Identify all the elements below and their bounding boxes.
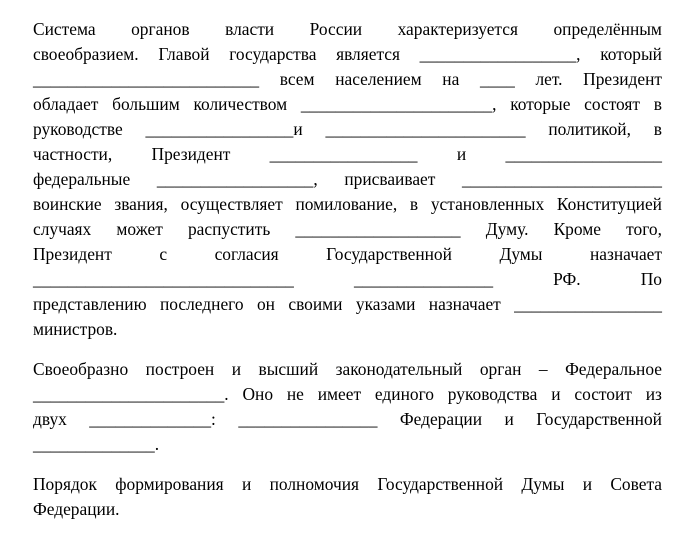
text-line — [33, 407, 662, 431]
text-line — [33, 67, 662, 91]
word: Думы — [499, 244, 543, 264]
text-line — [33, 472, 662, 496]
word: государства — [229, 44, 317, 64]
word: построен — [145, 359, 215, 379]
word: Своеобразно — [33, 359, 129, 379]
word: на — [442, 69, 460, 89]
word: Президент — [151, 144, 231, 164]
fill-in-blank: __________________, — [419, 44, 581, 64]
word: своими — [288, 294, 343, 314]
word: характеризуется — [397, 19, 518, 39]
word: обладает — [33, 94, 99, 114]
fill-in-blank: ________________ — [353, 269, 494, 289]
fill-in-blank: ______________: — [89, 409, 216, 429]
word: полномочия — [269, 474, 360, 494]
word: Думу. — [485, 219, 529, 239]
word: в — [653, 94, 662, 114]
word: с — [159, 244, 168, 264]
word: РФ. — [553, 269, 581, 289]
fill-in-blank: __________________ — [505, 144, 662, 164]
word: Оно — [242, 384, 274, 404]
word: присваивает — [344, 169, 436, 189]
word: того, — [626, 219, 662, 239]
word: и — [241, 474, 252, 494]
word: Федерации. — [33, 499, 120, 519]
word: согласия — [214, 244, 279, 264]
word: которые — [510, 94, 571, 114]
word: количеством — [193, 94, 288, 114]
word: лет. — [535, 69, 563, 89]
text-line — [33, 142, 662, 166]
word: Федерации — [399, 409, 483, 429]
word: По — [640, 269, 662, 289]
word: указами — [355, 294, 416, 314]
word: в — [653, 119, 662, 139]
word: Президент — [583, 69, 662, 89]
word: Государственной — [536, 409, 662, 429]
text-line — [33, 42, 662, 66]
fill-in-blank: ______________________________ — [33, 269, 294, 289]
word: назначает — [428, 294, 501, 314]
word: Кроме — [553, 219, 601, 239]
fill-in-blank: _______________________ — [461, 169, 662, 189]
fill-in-blank: ___________________ — [295, 219, 461, 239]
text-line — [33, 432, 662, 456]
word: Думы — [521, 474, 565, 494]
word: в — [409, 194, 419, 214]
word: и — [582, 474, 593, 494]
text-line — [33, 92, 662, 116]
word: двух — [33, 409, 67, 429]
word: населением — [335, 69, 422, 89]
word: руководства — [447, 384, 538, 404]
word: формирования — [115, 474, 224, 494]
word: большим — [112, 94, 180, 114]
word: из — [645, 384, 662, 404]
word: всем — [279, 69, 315, 89]
fill-in-blank: ______________________, — [300, 94, 497, 114]
word: частности, — [33, 144, 113, 164]
word: и — [456, 144, 467, 164]
word: Главой — [158, 44, 210, 64]
word: – — [538, 359, 548, 379]
fill-in-blank: __________________________ — [33, 69, 260, 89]
word: России — [309, 19, 363, 39]
word: руководстве — [33, 119, 123, 139]
text-line — [33, 167, 662, 191]
word: законодательный — [335, 359, 463, 379]
word: Федеральное — [565, 359, 662, 379]
word: который — [600, 44, 662, 64]
word: назначает — [589, 244, 662, 264]
word: министров. — [33, 319, 118, 339]
text-line — [33, 192, 662, 216]
text-line — [33, 17, 662, 41]
word: является — [336, 44, 400, 64]
word: органов — [131, 19, 190, 39]
text-line — [33, 497, 662, 521]
word: Совета — [610, 474, 662, 494]
word: имеет — [317, 384, 362, 404]
word: Порядок — [33, 474, 97, 494]
word: власти — [225, 19, 275, 39]
word: может — [116, 219, 163, 239]
word: и — [504, 409, 514, 429]
word: представлению — [33, 294, 147, 314]
fill-in-blank: __________________, — [156, 169, 318, 189]
text-line — [33, 382, 662, 406]
word: звания, — [114, 194, 168, 214]
word: Система — [33, 19, 96, 39]
word: своеобразием. — [33, 44, 139, 64]
word: случаях — [33, 219, 92, 239]
word: Президент — [33, 244, 112, 264]
word: установленных — [430, 194, 545, 214]
word: политикой, — [548, 119, 631, 139]
word: определённым — [553, 19, 662, 39]
word: и — [231, 359, 242, 379]
word: Конституцией — [556, 194, 662, 214]
word: состоит — [574, 384, 632, 404]
word: помилование, — [295, 194, 398, 214]
word: и — [551, 384, 561, 404]
word: высший — [258, 359, 319, 379]
word: федеральные — [33, 169, 131, 189]
text-line — [33, 117, 662, 141]
word: не — [286, 384, 304, 404]
word: орган — [479, 359, 522, 379]
fill-in-blank: ______________________. — [33, 384, 229, 404]
word: Государственной — [326, 244, 452, 264]
text-line — [33, 217, 662, 241]
word: он — [256, 294, 275, 314]
text-line — [33, 357, 662, 381]
fill-in-blank: _________________и — [145, 119, 303, 139]
text-line — [33, 267, 662, 291]
word: распустить — [187, 219, 271, 239]
fill-in-blank: _________________ — [269, 144, 418, 164]
word: воинские — [33, 194, 102, 214]
word: последнего — [159, 294, 244, 314]
text-line — [33, 242, 662, 266]
fill-in-blank: ____ — [479, 69, 515, 89]
text-line — [33, 292, 662, 316]
text-line — [33, 317, 662, 341]
word: состоят — [584, 94, 641, 114]
word: осуществляет — [180, 194, 283, 214]
fill-in-blank: _________________ — [514, 294, 662, 314]
word: единого — [374, 384, 434, 404]
fill-in-blank: ______________. — [33, 434, 160, 454]
fill-in-blank: ________________ — [238, 409, 378, 429]
word: Государственной — [377, 474, 504, 494]
fill-in-blank: _______________________ — [325, 119, 526, 139]
